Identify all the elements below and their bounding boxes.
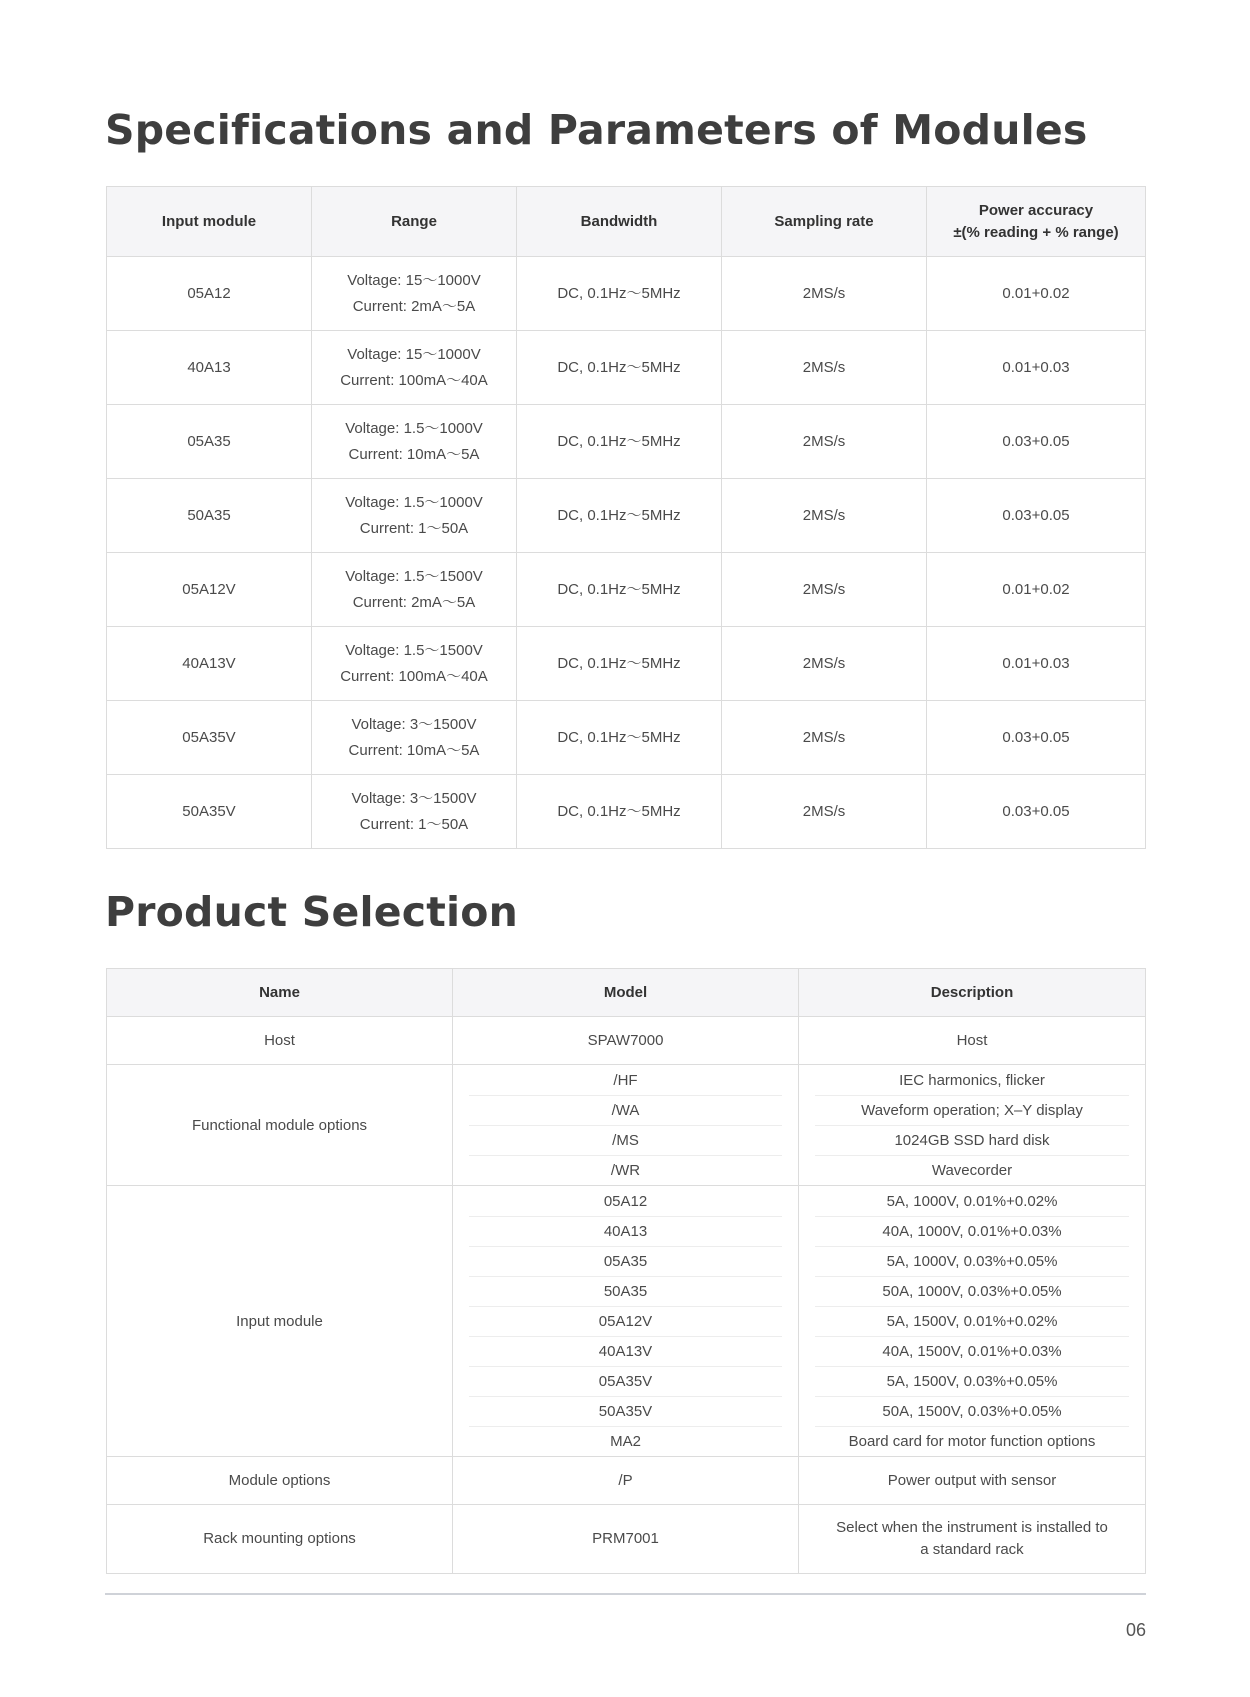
model-cell: 05A35V [453, 1366, 799, 1396]
bandwidth-cell: DC, 0.1Hz～5MHz [517, 701, 722, 775]
selection-section-title: Product Selection [105, 888, 519, 936]
spec-table [106, 186, 1146, 849]
header-power-accuracy [927, 187, 1146, 257]
description-cell: 1024GB SSD hard disk [799, 1125, 1146, 1155]
range-cell [312, 627, 517, 701]
model-cell: 50A35V [453, 1396, 799, 1426]
header-model: Model [453, 969, 799, 1017]
description-cell: Wavecorder [799, 1155, 1146, 1186]
range-cell [312, 553, 517, 627]
model-cell: /WA [453, 1095, 799, 1125]
model-cell: /MS [453, 1125, 799, 1155]
header-bandwidth: Bandwidth [517, 187, 722, 257]
module-cell: 40A13 [107, 331, 312, 405]
spec-row [107, 775, 1146, 849]
voltage-range: Voltage: 1.5～1500V [345, 641, 483, 659]
current-range: Current: 10mA～5A [348, 741, 480, 759]
spec-row [107, 479, 1146, 553]
sampling-cell: 2MS/s [722, 627, 927, 701]
current-range: Current: 2mA～5A [352, 297, 476, 315]
sampling-cell: 2MS/s [722, 405, 927, 479]
sampling-cell: 2MS/s [722, 331, 927, 405]
model-cell: /HF [453, 1065, 799, 1096]
selection-header-row [107, 969, 1146, 1017]
range-cell [312, 331, 517, 405]
accuracy-cell: 0.03+0.05 [927, 479, 1146, 553]
module-cell: 05A35 [107, 405, 312, 479]
module-cell: 40A13V [107, 627, 312, 701]
accuracy-cell: 0.03+0.05 [927, 405, 1146, 479]
module-cell: 50A35 [107, 479, 312, 553]
description-cell: 5A, 1000V, 0.03%+0.05% [799, 1246, 1146, 1276]
description-cell: 40A, 1500V, 0.01%+0.03% [799, 1336, 1146, 1366]
description-cell: 5A, 1000V, 0.01%+0.02% [799, 1186, 1146, 1217]
description-cell: Board card for motor function options [799, 1426, 1146, 1457]
header-description: Description [799, 969, 1146, 1017]
bottom-divider [105, 1593, 1146, 1595]
header-range: Range [312, 187, 517, 257]
current-range: Current: 100mA～40A [340, 667, 488, 685]
accuracy-cell: 0.01+0.03 [927, 331, 1146, 405]
name-cell: Host [107, 1017, 453, 1065]
description-cell: Power output with sensor [799, 1457, 1146, 1505]
current-range: Current: 10mA～5A [348, 445, 480, 463]
spec-row [107, 553, 1146, 627]
model-cell: 40A13V [453, 1336, 799, 1366]
name-cell: Module options [107, 1457, 453, 1505]
voltage-range: Voltage: 15～1000V [347, 271, 481, 289]
voltage-range: Voltage: 3～1500V [351, 715, 477, 733]
current-range: Current: 100mA～40A [340, 371, 488, 389]
description-cell: 5A, 1500V, 0.01%+0.02% [799, 1306, 1146, 1336]
bandwidth-cell: DC, 0.1Hz～5MHz [517, 553, 722, 627]
voltage-range: Voltage: 3～1500V [351, 789, 477, 807]
spec-section-title: Specifications and Parameters of Modules [105, 106, 1088, 154]
model-cell: /WR [453, 1155, 799, 1186]
voltage-range: Voltage: 15～1000V [347, 345, 481, 363]
model-cell: MA2 [453, 1426, 799, 1457]
rack-row [107, 1505, 1146, 1574]
voltage-range: Voltage: 1.5～1000V [345, 493, 483, 511]
range-cell [312, 479, 517, 553]
bandwidth-cell: DC, 0.1Hz～5MHz [517, 627, 722, 701]
description-cell [799, 1505, 1146, 1574]
header-power-accuracy-line2: ±(% reading + % range) [953, 223, 1119, 241]
current-range: Current: 1～50A [359, 815, 469, 833]
header-power-accuracy-line1: Power accuracy [978, 201, 1094, 219]
model-cell: 05A35 [453, 1246, 799, 1276]
accuracy-cell: 0.01+0.03 [927, 627, 1146, 701]
description-cell: 5A, 1500V, 0.03%+0.05% [799, 1366, 1146, 1396]
bandwidth-cell: DC, 0.1Hz～5MHz [517, 257, 722, 331]
spec-row [107, 701, 1146, 775]
spec-row [107, 627, 1146, 701]
sampling-cell: 2MS/s [722, 479, 927, 553]
sampling-cell: 2MS/s [722, 701, 927, 775]
model-cell: SPAW7000 [453, 1017, 799, 1065]
module-options-row [107, 1457, 1146, 1505]
module-cell: 50A35V [107, 775, 312, 849]
header-name: Name [107, 969, 453, 1017]
description-cell: 40A, 1000V, 0.01%+0.03% [799, 1216, 1146, 1246]
description-cell: Host [799, 1017, 1146, 1065]
name-cell: Rack mounting options [107, 1505, 453, 1574]
accuracy-cell: 0.03+0.05 [927, 775, 1146, 849]
description-line2: a standard rack [920, 1541, 1024, 1558]
spec-row [107, 331, 1146, 405]
header-sampling-rate: Sampling rate [722, 187, 927, 257]
model-cell: /P [453, 1457, 799, 1505]
description-cell: 50A, 1000V, 0.03%+0.05% [799, 1276, 1146, 1306]
model-cell: 05A12V [453, 1306, 799, 1336]
module-cell: 05A35V [107, 701, 312, 775]
range-cell [312, 405, 517, 479]
bandwidth-cell: DC, 0.1Hz～5MHz [517, 331, 722, 405]
selection-table [106, 968, 1146, 1574]
bandwidth-cell: DC, 0.1Hz～5MHz [517, 775, 722, 849]
accuracy-cell: 0.01+0.02 [927, 553, 1146, 627]
model-cell: PRM7001 [453, 1505, 799, 1574]
spec-row [107, 257, 1146, 331]
model-cell: 40A13 [453, 1216, 799, 1246]
current-range: Current: 1～50A [359, 519, 469, 537]
description-cell: Waveform operation; X–Y display [799, 1095, 1146, 1125]
page-number: 06 [1125, 1620, 1146, 1640]
spec-header-row [107, 187, 1146, 257]
voltage-range: Voltage: 1.5～1000V [345, 419, 483, 437]
header-input-module: Input module [107, 187, 312, 257]
range-cell [312, 701, 517, 775]
voltage-range: Voltage: 1.5～1500V [345, 567, 483, 585]
sampling-cell: 2MS/s [722, 775, 927, 849]
sampling-cell: 2MS/s [722, 257, 927, 331]
accuracy-cell: 0.03+0.05 [927, 701, 1146, 775]
bandwidth-cell: DC, 0.1Hz～5MHz [517, 405, 722, 479]
description-cell: IEC harmonics, flicker [799, 1065, 1146, 1096]
host-row [107, 1017, 1146, 1065]
description-line1: Select when the instrument is installed to [836, 1519, 1108, 1536]
module-cell: 05A12 [107, 257, 312, 331]
range-cell [312, 775, 517, 849]
spec-row [107, 405, 1146, 479]
name-cell: Input module [107, 1186, 453, 1457]
sampling-cell: 2MS/s [722, 553, 927, 627]
name-cell: Functional module options [107, 1065, 453, 1186]
functional-row [107, 1065, 1146, 1096]
input-module-row [107, 1186, 1146, 1217]
model-cell: 05A12 [453, 1186, 799, 1217]
current-range: Current: 2mA～5A [352, 593, 476, 611]
module-cell: 05A12V [107, 553, 312, 627]
description-cell: 50A, 1500V, 0.03%+0.05% [799, 1396, 1146, 1426]
model-cell: 50A35 [453, 1276, 799, 1306]
bandwidth-cell: DC, 0.1Hz～5MHz [517, 479, 722, 553]
range-cell [312, 257, 517, 331]
accuracy-cell: 0.01+0.02 [927, 257, 1146, 331]
